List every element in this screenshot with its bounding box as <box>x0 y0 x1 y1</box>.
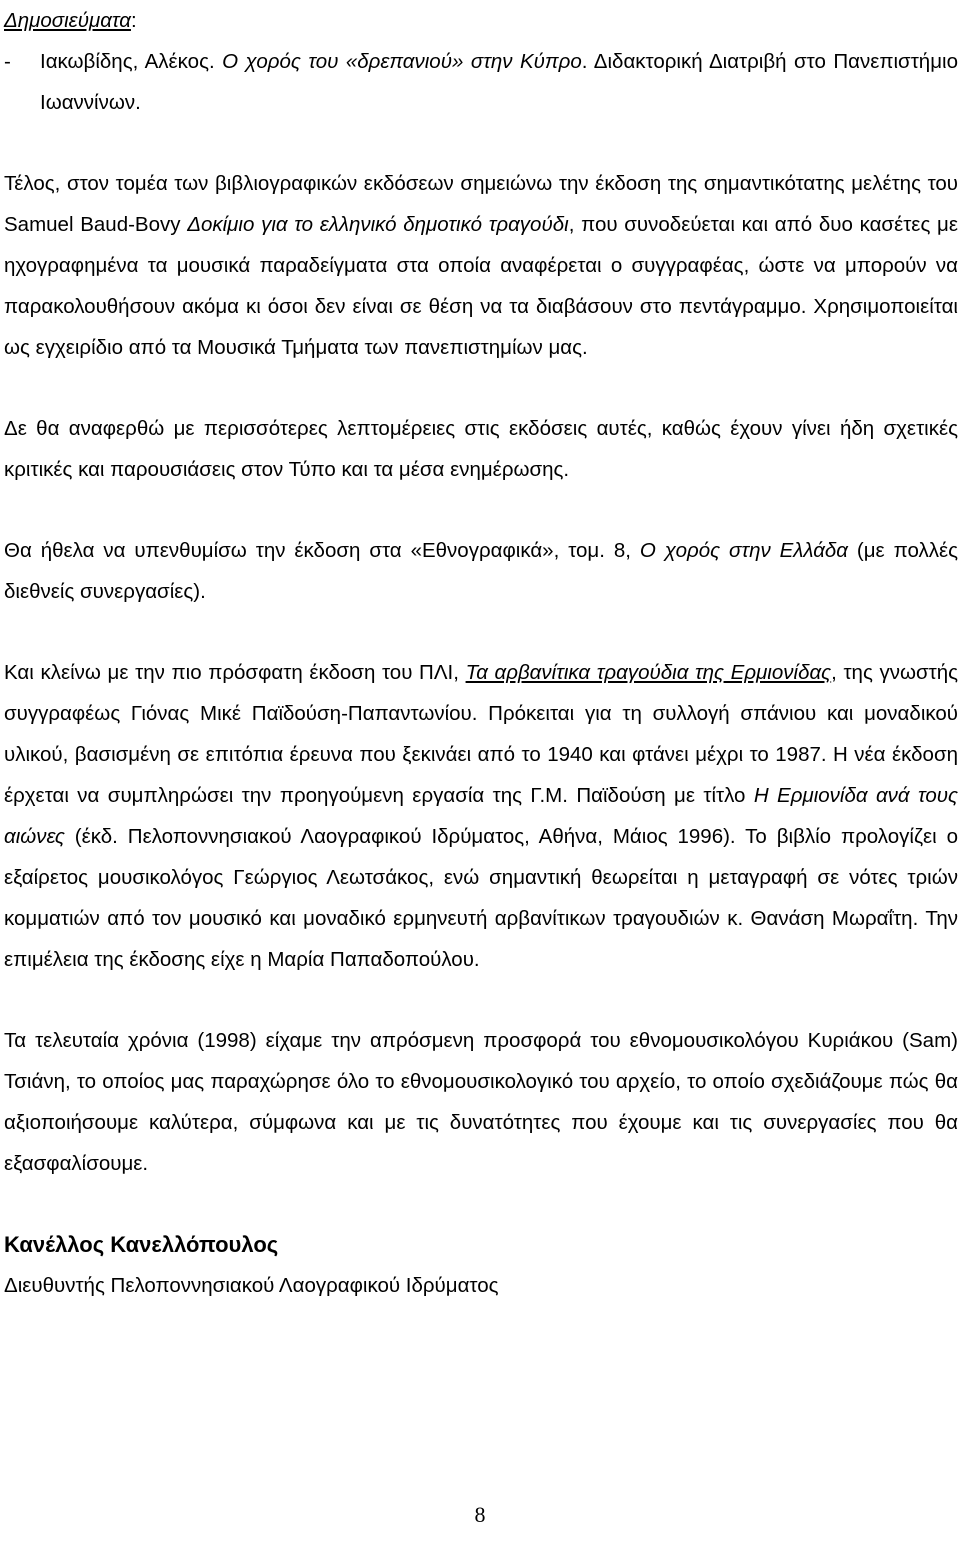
paragraph-text: , της γνωστής συγγραφέως Γιόνας Μικέ Παϊδούση-Παπαντωνίου. Πρόκειται για τη συλλογή σπάνιου και μοναδικού υλικού, βασισμένη σε επιτόπια έρευνα που ξεκινάει από το 1940 και φτάνει μέχρι το 1987. Η νέα έκδοση έρχεται να συμπληρώσει την προηγούμενη εργασία της Γ.Μ. Παϊδούση με τίτλο <box>4 661 958 807</box>
publication-title: Ο χορός του «δρεπανιού» στην Κύπρο <box>222 50 582 73</box>
publication-entry <box>40 41 958 123</box>
book-title: Ο χορός στην Ελλάδα <box>639 539 848 562</box>
book-title: Δοκίμιο για το ελληνικό δημοτικό τραγούδι <box>187 213 569 236</box>
heading-colon: : <box>130 9 137 32</box>
paragraph-reviews: Δε θα αναφερθώ με περισσότερες λεπτομέρειες στις εκδόσεις αυτές, καθώς έχουν γίνει ήδη σχετικές κριτικές και παρουσιάσεις στον Τύπο και τα μέσα ενημέρωσης. <box>4 417 958 481</box>
list-dash: - <box>4 50 11 73</box>
paragraph-archive: Τα τελευταία χρόνια (1998) είχαμε την απρόσμενη προσφορά του εθνομουσικολόγου Κυριάκου (Sam) Τσιάνη, το οποίος μας παραχώρησε όλο το εθνομουσικολογικό του αρχείο, το οποίο σχεδιάζουμε πώς θα αξιοποιήσουμε καλύτερα, σύμφωνα και με τις δυνατότητες που έχουμε και τις συνεργασίες που θα εξασφαλίσουμε. <box>4 1029 958 1175</box>
signature-name: Κανέλλος Κανελλόπουλος <box>4 1232 279 1257</box>
book-title: Τα αρβανίτικα τραγούδια της Ερμιονίδας <box>465 661 832 684</box>
signature-role: Διευθυντής Πελοποννησιακού Λαογραφικού Ιδρύματος <box>4 1274 499 1297</box>
publications-heading-line <box>4 0 958 41</box>
paragraph-text: Και κλείνω με την πιο πρόσφατη έκδοση του ΠΛΙ, <box>4 661 466 684</box>
document-page <box>4 0 958 1306</box>
publication-author: Ιακωβίδης, Αλέκος. <box>40 50 223 73</box>
paragraph-recent-publication <box>4 652 958 980</box>
paragraph-ethnografika <box>4 530 958 612</box>
paragraph-text: , που συνοδεύεται και από δυο κασέτες με ηχογραφημένα τα μουσικά παραδείγματα στα οποία αναφέρεται ο συγγραφέας, ώστε να μπορούν να παρακολουθήσουν ακόμα κι όσοι δεν είναι σε θέση να τα διαβάσουν στο πεντάγραμμο. Χρησιμοποιείται ως εγχειρίδιο από τα Μουσικά Τμήματα των πανεπιστημίων μας. <box>4 213 958 359</box>
paragraph-text: (έκδ. Πελοποννησιακού Λαογραφικού Ιδρύματος, Αθήνα, Μάιος 1996). Το βιβλίο προλογίζει ο εξαίρετος μουσικολόγος Γεώργιος Λεωτσάκος, ενώ σημαντική θεωρείται η μεταγραφή σε νότες τριών κομματιών από τον μουσικό και μοναδικό ερμηνευτή αρβανίτικων τραγουδιών κ. Θανάση Μωραΐτη. Την επιμέλεια της έκδοσης είχε η Μαρία Παπαδοπούλου. <box>4 825 958 971</box>
paragraph-text: Τέλος, στον τομέα των βιβλιογραφικών εκδόσεων σημειώνω την έκδοση της σημαντικότατης μελέτης του Samuel Baud-Bovy <box>4 172 958 236</box>
publication-rest: . Διδακτορική Διατριβή στο Πανεπιστήμιο Ιωαννίνων. <box>40 50 958 114</box>
paragraph-text: (με πολλές διεθνείς συνεργασίες). <box>4 539 958 603</box>
paragraph-bibliographic <box>4 163 958 368</box>
publications-heading: Δημοσιεύματα <box>4 9 131 32</box>
page-number: 8 <box>474 1502 486 1527</box>
paragraph-text: Θα ήθελα να υπενθυμίσω την έκδοση στα «Εθνογραφικά», τομ. 8, <box>4 539 640 562</box>
book-title: Η Ερμιονίδα ανά τους αιώνες <box>4 784 958 848</box>
publication-list-item <box>4 41 958 123</box>
